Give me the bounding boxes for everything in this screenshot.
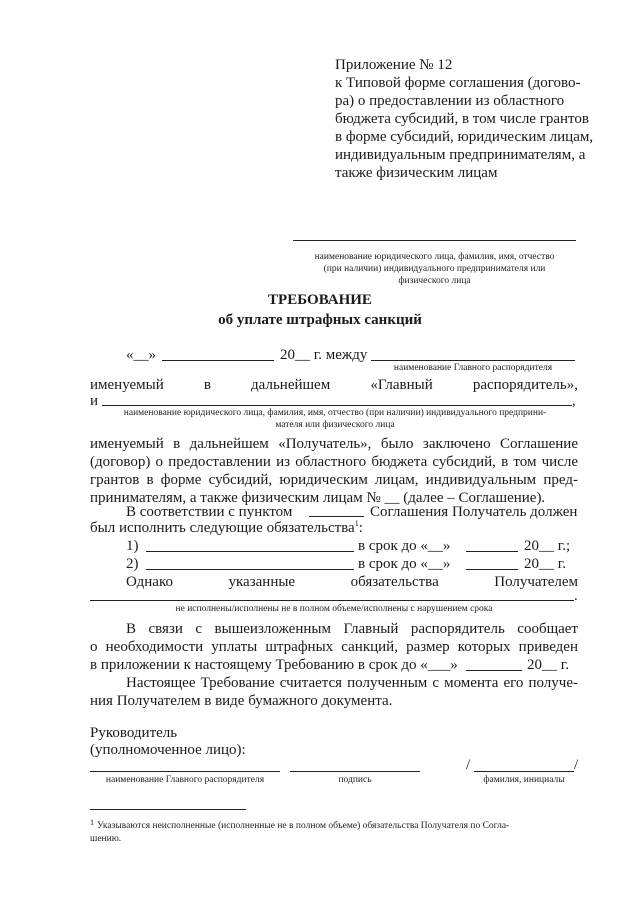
- word: «Главный: [370, 377, 433, 393]
- recipient-name-caption: [90, 407, 580, 431]
- title-line: об уплате штрафных санкций: [218, 312, 422, 328]
- main-manager-field[interactable]: [371, 360, 575, 361]
- clause-number-field[interactable]: [309, 516, 364, 517]
- obligation-year: 20__ г.: [524, 556, 566, 572]
- signature-manager-field[interactable]: [90, 771, 280, 772]
- signature-caption-fio: фамилия, инициалы: [483, 775, 565, 785]
- fulfillment-status-field[interactable]: [90, 600, 574, 601]
- signature-fio-field[interactable]: [474, 771, 574, 772]
- title-line: ТРЕБОВАНИЕ: [268, 292, 372, 308]
- however-dot: .: [574, 588, 578, 604]
- caption-line: физического лица: [398, 276, 471, 286]
- slash: /: [466, 757, 471, 773]
- caption-line: мателя или физического лица: [275, 420, 395, 430]
- named-line: [90, 376, 578, 394]
- obligation-term: в срок до «__»: [358, 556, 451, 572]
- appendix-text-line: индивидуальным предпринимателям, а: [335, 147, 586, 163]
- paragraph-line: (договор) о предоставлении из областного бюджета субсидий, в том числе: [90, 454, 578, 470]
- appendix-text-line: ра) о предоставлении из областного: [335, 93, 565, 109]
- signature-heading: Руководитель: [90, 725, 178, 741]
- footnote-text: [97, 820, 509, 832]
- obligation-text-field[interactable]: [146, 551, 354, 552]
- obligation-number: 1): [126, 538, 139, 554]
- however-line: [126, 573, 578, 591]
- word: именуемый: [90, 377, 164, 393]
- appendix-text-line: бюджета субсидий, в том числе грантов: [335, 111, 589, 127]
- paragraph2-line2-text: был исполнить следующие обязательства: [90, 520, 355, 536]
- paragraph-line: грантов в форме субсидий, юридическим лицам, индивидуальным пред-: [90, 472, 578, 488]
- main-manager-caption: наименование Главного распорядителя: [393, 363, 553, 373]
- obligation-text-field[interactable]: [146, 569, 354, 570]
- obligation-term: в срок до «__»: [358, 538, 451, 554]
- word: Однако: [126, 574, 173, 590]
- paragraph2-end: Соглашения Получатель должен: [370, 504, 578, 520]
- recipient-caption: [293, 251, 576, 287]
- paragraph-line: Настоящее Требование считается полученным с момента его получе-: [126, 675, 578, 691]
- recipient-name-field[interactable]: [102, 405, 572, 406]
- slash: /: [574, 757, 579, 773]
- signature-caption-name: наименование Главного распорядителя: [105, 775, 265, 785]
- caption-line: наименование юридического лица, фамилия, имя, отчество: [314, 252, 555, 262]
- appendix-number: Приложение № 12: [335, 57, 453, 73]
- paragraph-line: принимателям, а также физическим лицам № __ (далее – Соглашение).: [90, 490, 546, 506]
- date-open: «__»: [126, 347, 156, 363]
- paragraph-line: именуемый в дальнейшем «Получатель», было заключено Соглашение: [90, 436, 578, 452]
- footnote-separator: [90, 809, 246, 810]
- paragraph3-line3-start: в приложении к настоящему Требованию в срок до «___»: [90, 657, 458, 673]
- word: обязательства: [350, 574, 439, 590]
- word: дальнейшем: [251, 377, 331, 393]
- date-month-field[interactable]: [162, 360, 274, 361]
- appendix-block: [335, 56, 593, 182]
- obligation-month-field[interactable]: [466, 551, 518, 552]
- fulfillment-status-caption: не исполнены/исполнены не в полном объеме/исполнены с нарушением срока: [175, 604, 493, 614]
- footnote-line: Указываются неисполненные (исполненные не в полном объеме) обязательства Получателя по Согла-: [97, 821, 510, 831]
- obligation-year: 20__ г.;: [524, 538, 571, 554]
- word: в: [203, 377, 211, 393]
- colon: :: [358, 520, 363, 536]
- recipient-field-line[interactable]: [293, 240, 576, 241]
- word: Получателем: [494, 574, 579, 590]
- footnote-reference: 1: [354, 519, 359, 528]
- and-comma: ,: [572, 393, 576, 409]
- paragraph2-line2: [90, 519, 363, 537]
- date-year: 20__ г. между: [280, 347, 368, 363]
- caption-line: наименование юридического лица, фамилия, имя, отчество (при наличии) индивидуального предприни-: [123, 408, 547, 418]
- paragraph-line: о необходимости уплаты штрафных санкций, размер которых приведен: [90, 639, 578, 655]
- word: указанные: [228, 574, 296, 590]
- caption-line: (при наличии) индивидуального предпринимателя или: [323, 264, 546, 274]
- document-title: [0, 291, 640, 329]
- paragraph2-start: В соответствии с пунктом: [126, 504, 293, 520]
- signature-heading: (уполномоченное лицо):: [90, 742, 246, 758]
- obligation-month-field[interactable]: [466, 569, 518, 570]
- paragraph3-line3-end: 20__ г.: [527, 657, 569, 673]
- word: распорядитель»,: [472, 377, 579, 393]
- obligation-number: 2): [126, 556, 139, 572]
- footnote-mark: 1: [90, 818, 94, 827]
- paragraph-line: ния Получателем в виде бумажного документа.: [90, 693, 393, 709]
- signature-sign-field[interactable]: [290, 771, 420, 772]
- footnote-line: шению.: [90, 834, 122, 844]
- signature-caption-sign: подпись: [338, 775, 372, 785]
- payment-month-field[interactable]: [466, 670, 522, 671]
- appendix-text-line: также физическим лицам: [335, 165, 498, 181]
- paragraph-line: В связи с вышеизложенным Главный распорядитель сообщает: [126, 621, 578, 637]
- and-word: и: [90, 393, 99, 409]
- appendix-text-line: в форме субсидий, юридическим лицам,: [335, 129, 594, 145]
- appendix-text-line: к Типовой форме соглашения (догово-: [335, 75, 581, 91]
